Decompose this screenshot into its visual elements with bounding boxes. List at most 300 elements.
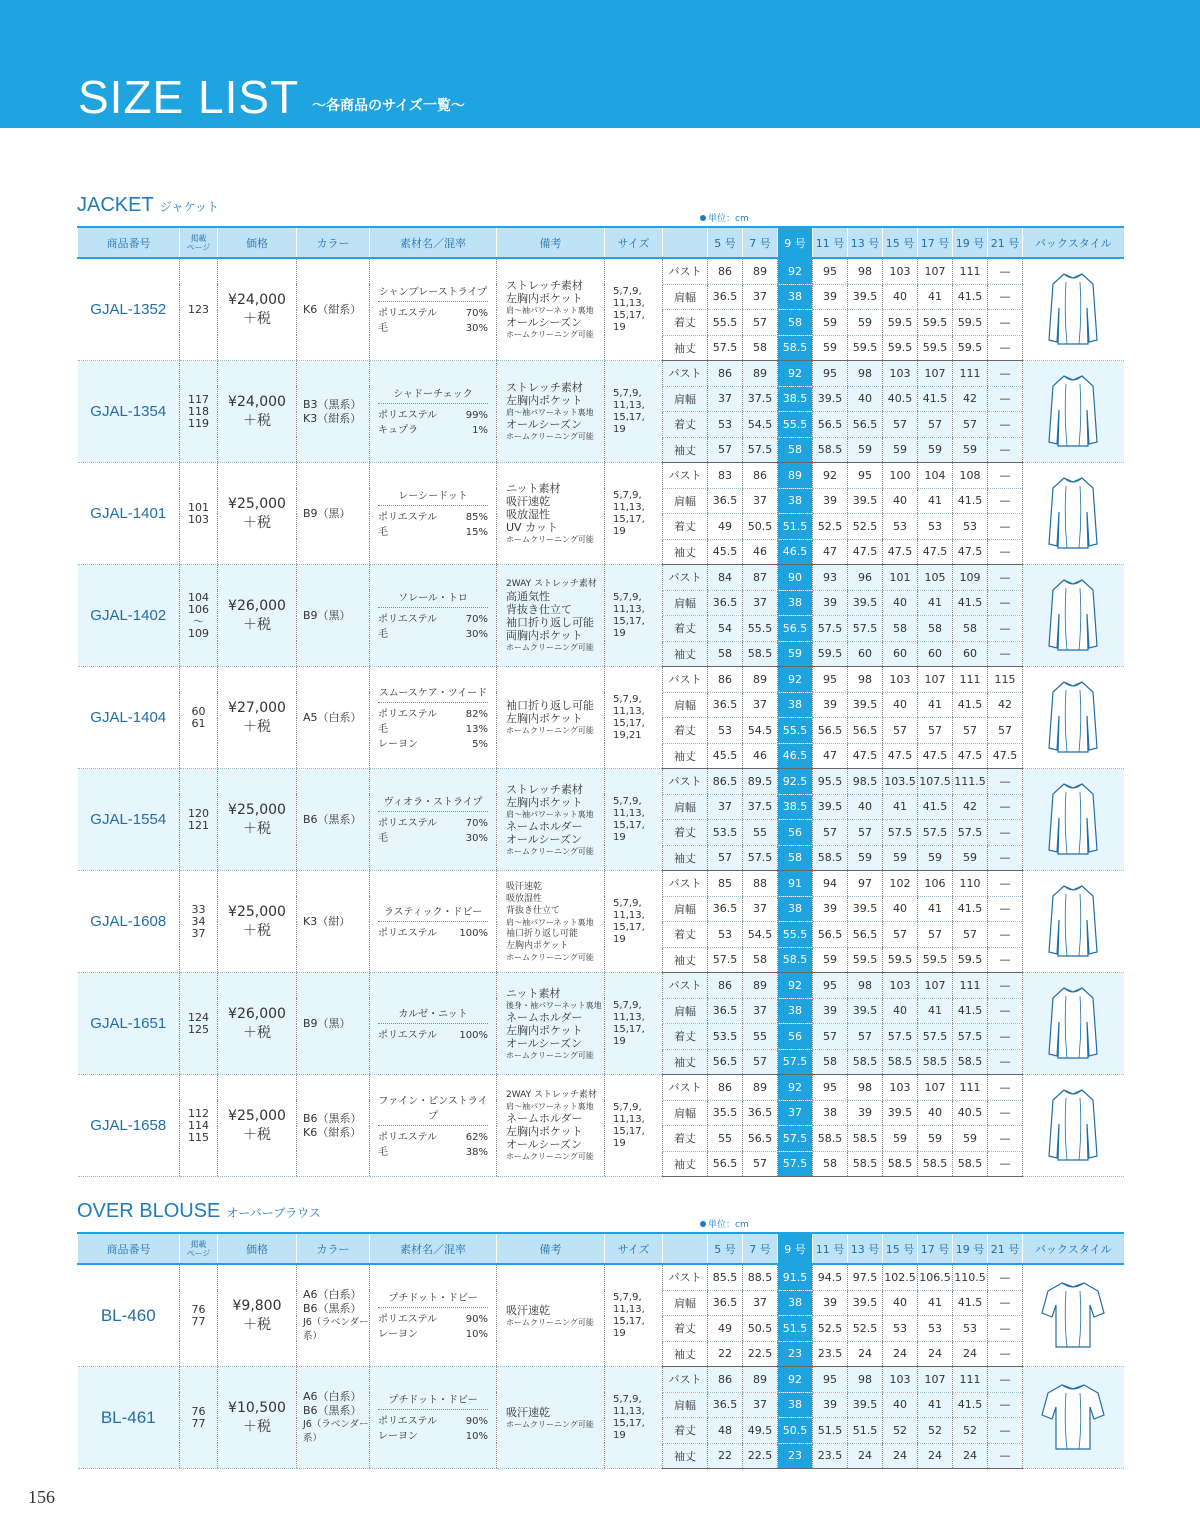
measure-value: 46.5 <box>778 743 813 769</box>
page-number: 156 <box>28 1487 55 1507</box>
measure-value: 107 <box>918 1367 953 1393</box>
product-notes <box>497 361 605 463</box>
measure-label: 肩幅 <box>663 1392 708 1418</box>
product-price <box>218 361 297 463</box>
measure-value: 41.5 <box>953 590 988 616</box>
measure-value: 59 <box>953 437 988 463</box>
measure-value: 59.5 <box>918 310 953 336</box>
back-style-illustration <box>1023 361 1124 463</box>
measure-value: 95 <box>813 973 848 999</box>
price-value: ¥24,000 <box>228 291 286 308</box>
size-range: 15,17, <box>613 1023 645 1035</box>
note-item: 肩～袖パワーネット裏地 <box>506 306 594 315</box>
measure-value: — <box>988 1024 1023 1050</box>
product-sizes <box>605 1367 663 1469</box>
note-item: ホームクリーニング可能 <box>506 643 594 652</box>
measure-value: 59 <box>883 845 918 871</box>
measure-value: 37 <box>743 488 778 514</box>
product-notes <box>497 973 605 1075</box>
blouse-size-table <box>77 1232 1124 1469</box>
measure-value: 47.5 <box>848 743 883 769</box>
color-option: J6（ラベンダー系） <box>303 1418 369 1444</box>
jacket-back-icon <box>1047 676 1099 756</box>
product-material <box>370 1264 497 1367</box>
measure-value: 57 <box>988 718 1023 744</box>
measure-label: 袖丈 <box>663 1443 708 1469</box>
color-option: B9（黒） <box>303 506 351 520</box>
color-option: B9（黒） <box>303 608 351 622</box>
measure-value: — <box>988 310 1023 336</box>
measure-value: 57 <box>743 310 778 336</box>
measure-value: 59.5 <box>918 947 953 973</box>
back-style-illustration <box>1023 463 1124 565</box>
measure-value: 105 <box>918 565 953 591</box>
product-notes <box>497 667 605 769</box>
note-item: 袖口折り返し可能 <box>506 928 579 939</box>
measure-value: — <box>988 947 1023 973</box>
page-ref: 119 <box>188 416 209 430</box>
col-size-6: 17 号 <box>918 1233 953 1264</box>
measure-value: 58.5 <box>743 641 778 667</box>
measure-value: 57.5 <box>883 820 918 846</box>
product-row-group <box>78 667 1124 769</box>
size-range: 19 <box>613 627 626 639</box>
color-option: K3（紺系） <box>303 411 362 425</box>
product-notes <box>497 1075 605 1177</box>
note-item: 肩～袖パワーネット裏地 <box>506 809 594 819</box>
measure-value: 115 <box>988 667 1023 693</box>
note-item: 袖口折り返し可能 <box>506 616 594 629</box>
page-ref: 125 <box>188 1022 209 1036</box>
measure-value: — <box>988 258 1023 284</box>
measure-value: 58.5 <box>918 1151 953 1177</box>
note-item: オールシーズン <box>506 1036 582 1050</box>
measure-value: 53 <box>953 514 988 540</box>
product-price <box>218 1075 297 1177</box>
measure-value: 39.5 <box>848 488 883 514</box>
measure-value: 40 <box>883 896 918 922</box>
measure-label: バスト <box>663 1264 708 1290</box>
page-header <box>0 0 1200 128</box>
measure-value: 24 <box>953 1443 988 1469</box>
measure-value: 41.5 <box>918 386 953 412</box>
measure-value: 54 <box>708 616 743 642</box>
product-notes <box>497 769 605 871</box>
material-row <box>378 1028 488 1043</box>
jacket-back-icon <box>1047 778 1099 858</box>
measure-value: 52.5 <box>813 514 848 540</box>
measure-label: 着丈 <box>663 412 708 438</box>
measure-value: — <box>988 361 1023 387</box>
size-range: 15,17, <box>613 1125 645 1137</box>
measure-value: 38.5 <box>778 794 813 820</box>
measure-value: 95 <box>848 463 883 489</box>
measure-value: 55.5 <box>743 616 778 642</box>
measure-value: 104 <box>918 463 953 489</box>
measure-value: 37.5 <box>743 794 778 820</box>
page-ref: 101 <box>188 500 209 514</box>
product-row-group <box>78 1264 1124 1367</box>
product-pages <box>180 667 218 769</box>
measure-value: 22.5 <box>743 1443 778 1469</box>
measure-value: — <box>988 1341 1023 1367</box>
size-range: 5,7,9, <box>613 897 642 909</box>
measure-value: 103 <box>883 361 918 387</box>
product-row-group <box>78 1075 1124 1177</box>
measure-value: 89.5 <box>743 769 778 795</box>
measure-value: 41 <box>918 590 953 616</box>
measure-value: — <box>988 565 1023 591</box>
measure-value: 95 <box>813 667 848 693</box>
unit-note: 単位：cm <box>700 1217 749 1230</box>
table-row <box>78 1075 1124 1101</box>
col-size-2: 9 号 <box>778 227 813 258</box>
size-range: 15,17, <box>613 921 645 933</box>
col-size-3: 11 号 <box>813 1233 848 1264</box>
page-ref: 120 <box>188 806 209 820</box>
measure-value: 57 <box>953 718 988 744</box>
measure-label: 袖丈 <box>663 437 708 463</box>
measure-value: 36.5 <box>708 284 743 310</box>
measure-value: 101 <box>883 565 918 591</box>
measure-value: 89 <box>743 1075 778 1101</box>
measure-value: 107 <box>918 973 953 999</box>
measure-value: 38 <box>813 1100 848 1126</box>
product-pages <box>180 565 218 667</box>
material-fiber: レーヨン <box>378 1329 418 1340</box>
note-item: 左胸内ポケット <box>506 795 583 809</box>
size-range: 5,7,9, <box>613 387 642 399</box>
size-range: 19 <box>613 525 626 537</box>
product-colors <box>297 667 370 769</box>
page-ref: 114 <box>188 1118 209 1132</box>
material-row <box>378 737 488 752</box>
price-value: ¥26,000 <box>228 597 286 614</box>
note-item: ニット素材 <box>506 482 561 495</box>
product-code: GJAL-1608 <box>78 871 180 973</box>
measure-value: 47.5 <box>883 743 918 769</box>
material-name: ファイン・ピンストライプ <box>378 1092 488 1126</box>
measure-value: — <box>988 769 1023 795</box>
color-option: J6（ラベンダー系） <box>303 1316 369 1342</box>
measure-value: 40 <box>883 998 918 1024</box>
product-material <box>370 769 497 871</box>
measure-label: 着丈 <box>663 718 708 744</box>
table-row <box>78 871 1124 897</box>
size-range: 19,21 <box>613 729 642 741</box>
col-back-style: バックスタイル <box>1023 1233 1124 1264</box>
measure-label: 着丈 <box>663 1126 708 1152</box>
col-size: サイズ <box>605 1233 663 1264</box>
note-item: ホームクリーニング可能 <box>506 1152 594 1161</box>
measure-value: 39 <box>813 692 848 718</box>
measure-value: 59 <box>918 1126 953 1152</box>
material-ratio: 100% <box>459 927 488 939</box>
measure-value: 24 <box>883 1341 918 1367</box>
back-style-illustration <box>1023 973 1124 1075</box>
product-price <box>218 871 297 973</box>
col-size-0: 5 号 <box>708 227 743 258</box>
measure-value: 86 <box>708 258 743 284</box>
measure-value: 57 <box>883 412 918 438</box>
measure-value: 36.5 <box>708 692 743 718</box>
measure-value: 57 <box>953 922 988 948</box>
back-style-illustration <box>1023 769 1124 871</box>
measure-value: 40.5 <box>953 1100 988 1126</box>
note-item: 肩～袖パワーネット裏地 <box>506 1102 594 1111</box>
size-range: 19 <box>613 321 626 333</box>
product-price <box>218 1367 297 1469</box>
note-item: ニット素材 <box>506 986 561 1000</box>
size-range: 15,17, <box>613 1315 645 1327</box>
material-row <box>378 816 488 831</box>
jacket-back-icon <box>1047 880 1099 960</box>
measure-value: 57.5 <box>778 1151 813 1177</box>
measure-value: 59 <box>848 310 883 336</box>
measure-value: — <box>988 845 1023 871</box>
material-fiber: ポリエステル <box>378 927 438 939</box>
product-price <box>218 463 297 565</box>
note-item: ホームクリーニング可能 <box>506 330 594 339</box>
material-ratio: 82% <box>465 708 488 720</box>
material-name: ソレール・トロ <box>378 589 488 608</box>
product-pages <box>180 463 218 565</box>
material-row <box>378 1145 488 1160</box>
material-row <box>378 612 488 627</box>
measure-value: 38 <box>778 590 813 616</box>
material-row <box>378 306 488 321</box>
material-ratio: 100% <box>459 1029 488 1041</box>
product-price <box>218 1264 297 1367</box>
table-row <box>78 667 1124 693</box>
size-range: 11,13, <box>613 1405 645 1417</box>
measure-value: 40 <box>848 794 883 820</box>
measure-label: 着丈 <box>663 616 708 642</box>
measure-value: 111 <box>953 258 988 284</box>
measure-value: 52 <box>953 1418 988 1444</box>
measure-value: 109 <box>953 565 988 591</box>
product-material <box>370 871 497 973</box>
material-row <box>378 525 488 540</box>
measure-value: 106 <box>918 871 953 897</box>
measure-value: 51.5 <box>813 1418 848 1444</box>
color-option: B9（黒） <box>303 1016 351 1030</box>
tax-label: ＋税 <box>243 1126 271 1143</box>
col-back-style: バックスタイル <box>1023 227 1124 258</box>
measure-value: 107 <box>918 667 953 693</box>
measure-value: — <box>988 1316 1023 1342</box>
measure-value: 57.5 <box>953 820 988 846</box>
measure-value: 95 <box>813 258 848 284</box>
col-material: 素材名／混率 <box>370 1233 497 1264</box>
page-subtitle: ～各商品のサイズ一覧～ <box>312 98 465 114</box>
measure-value: 58.5 <box>918 1049 953 1075</box>
material-ratio: 13% <box>465 723 488 735</box>
measure-value: 39 <box>813 284 848 310</box>
measure-value: 92 <box>778 258 813 284</box>
measure-value: 92 <box>778 667 813 693</box>
measure-label: 袖丈 <box>663 641 708 667</box>
material-row <box>378 321 488 336</box>
measure-value: 57.5 <box>743 437 778 463</box>
measure-value: 37 <box>743 1392 778 1418</box>
measure-value: — <box>988 1264 1023 1290</box>
size-range: 5,7,9, <box>613 1291 642 1303</box>
measure-value: 90 <box>778 565 813 591</box>
measure-value: 59 <box>778 641 813 667</box>
size-range: 5,7,9, <box>613 1101 642 1113</box>
measure-value: 85 <box>708 871 743 897</box>
material-fiber: 毛 <box>378 833 388 844</box>
measure-value: 59.5 <box>953 947 988 973</box>
measure-value: 108 <box>953 463 988 489</box>
measure-value: 98.5 <box>848 769 883 795</box>
measure-value: 110 <box>953 871 988 897</box>
measure-value: 56 <box>778 820 813 846</box>
measure-value: 103 <box>883 973 918 999</box>
measure-value: 53 <box>883 1316 918 1342</box>
material-row <box>378 1312 488 1327</box>
measure-value: 91.5 <box>778 1264 813 1290</box>
measure-value: 23 <box>778 1341 813 1367</box>
size-range: 11,13, <box>613 909 645 921</box>
page-ref: 124 <box>188 1010 209 1024</box>
note-item: 2WAY ストレッチ素材 <box>506 1090 597 1100</box>
measure-value: 39 <box>813 1290 848 1316</box>
table-row <box>78 463 1124 489</box>
measure-value: 60 <box>953 641 988 667</box>
col-note: 備考 <box>497 1233 605 1264</box>
size-range: 15,17, <box>613 615 645 627</box>
measure-value: 47.5 <box>918 539 953 565</box>
measure-value: 86 <box>708 1367 743 1393</box>
measure-label: 肩幅 <box>663 896 708 922</box>
product-code: GJAL-1554 <box>78 769 180 871</box>
measure-value: 45.5 <box>708 743 743 769</box>
color-option: A6（白系） <box>303 1389 362 1403</box>
product-code: BL-461 <box>78 1367 180 1469</box>
measure-value: 54.5 <box>743 718 778 744</box>
measure-value: 60 <box>918 641 953 667</box>
measure-value: 38 <box>778 692 813 718</box>
measure-value: 55 <box>743 820 778 846</box>
size-range: 11,13, <box>613 807 645 819</box>
measure-value: 59 <box>883 1126 918 1152</box>
measure-value: 40 <box>883 488 918 514</box>
size-range: 19 <box>613 423 626 435</box>
measure-value: 86 <box>708 361 743 387</box>
measure-label: 肩幅 <box>663 284 708 310</box>
product-colors <box>297 769 370 871</box>
measure-value: 56.5 <box>708 1151 743 1177</box>
measure-value: 92 <box>778 1075 813 1101</box>
measure-value: 41 <box>918 488 953 514</box>
page-ref: 123 <box>188 302 209 316</box>
measure-value: 103.5 <box>883 769 918 795</box>
material-fiber: ポリエステル <box>378 708 438 720</box>
price-value: ¥26,000 <box>228 1005 286 1022</box>
measure-value: 84 <box>708 565 743 591</box>
product-code: GJAL-1401 <box>78 463 180 565</box>
measure-label: 肩幅 <box>663 590 708 616</box>
col-material: 素材名／混率 <box>370 227 497 258</box>
measure-value: 86 <box>708 1075 743 1101</box>
size-range: 19 <box>613 1327 626 1339</box>
material-row <box>378 1429 488 1444</box>
page-ref: 112 <box>188 1106 209 1120</box>
measure-value: 38 <box>778 896 813 922</box>
measure-value: 51.5 <box>848 1418 883 1444</box>
col-size-4: 13 号 <box>848 227 883 258</box>
product-material <box>370 565 497 667</box>
price-value: ¥9,800 <box>232 1297 282 1314</box>
color-option: A6（白系） <box>303 1287 362 1301</box>
measure-value: 106.5 <box>918 1264 953 1290</box>
measure-value: — <box>988 794 1023 820</box>
measure-value: 59.5 <box>848 335 883 361</box>
price-value: ¥25,000 <box>228 495 286 512</box>
product-row-group <box>78 973 1124 1075</box>
measure-value: 59.5 <box>883 310 918 336</box>
color-option: B6（黒系） <box>303 1111 362 1125</box>
measure-label: バスト <box>663 1075 708 1101</box>
measure-value: 59 <box>813 335 848 361</box>
size-range: 19 <box>613 1429 626 1441</box>
note-item: 背抜き仕立て <box>506 905 561 916</box>
material-name: レーシードット <box>378 487 488 506</box>
col-size-7: 19 号 <box>953 1233 988 1264</box>
measure-value: 97.5 <box>848 1264 883 1290</box>
measure-value: 111 <box>953 1367 988 1393</box>
measure-value: 55.5 <box>778 412 813 438</box>
note-item: 背抜き仕立て <box>506 603 572 616</box>
section-title-en: JACKET <box>77 194 154 216</box>
product-colors <box>297 565 370 667</box>
measure-value: 57.5 <box>708 335 743 361</box>
material-fiber: ポリエステル <box>378 308 438 319</box>
measure-value: 55 <box>743 1024 778 1050</box>
measure-value: 38 <box>778 1290 813 1316</box>
page-ref: 118 <box>188 404 209 418</box>
price-value: ¥27,000 <box>228 699 286 716</box>
measure-label: バスト <box>663 871 708 897</box>
page-ref: 104 <box>188 590 209 604</box>
measure-label: 肩幅 <box>663 386 708 412</box>
tax-label: ＋税 <box>243 922 271 939</box>
measure-value: 38 <box>778 1392 813 1418</box>
measure-value: 47 <box>813 743 848 769</box>
product-colors <box>297 258 370 361</box>
col-size-5: 15 号 <box>883 1233 918 1264</box>
measure-label: 着丈 <box>663 1316 708 1342</box>
note-item: ストレッチ素材 <box>506 279 583 292</box>
measure-label: 着丈 <box>663 310 708 336</box>
measure-value: 57.5 <box>918 1024 953 1050</box>
size-range: 5,7,9, <box>613 999 642 1011</box>
measure-value: 59 <box>883 437 918 463</box>
measure-value: 60 <box>883 641 918 667</box>
tax-label: ＋税 <box>243 514 271 531</box>
color-option: B6（黒系） <box>303 1301 362 1315</box>
measure-label: バスト <box>663 361 708 387</box>
table-row <box>78 1367 1124 1393</box>
col-size-1: 7 号 <box>743 227 778 258</box>
measure-value: — <box>988 386 1023 412</box>
measure-value: 97 <box>848 871 883 897</box>
measure-value: 41.5 <box>953 488 988 514</box>
measure-value: — <box>988 922 1023 948</box>
measure-label: バスト <box>663 565 708 591</box>
